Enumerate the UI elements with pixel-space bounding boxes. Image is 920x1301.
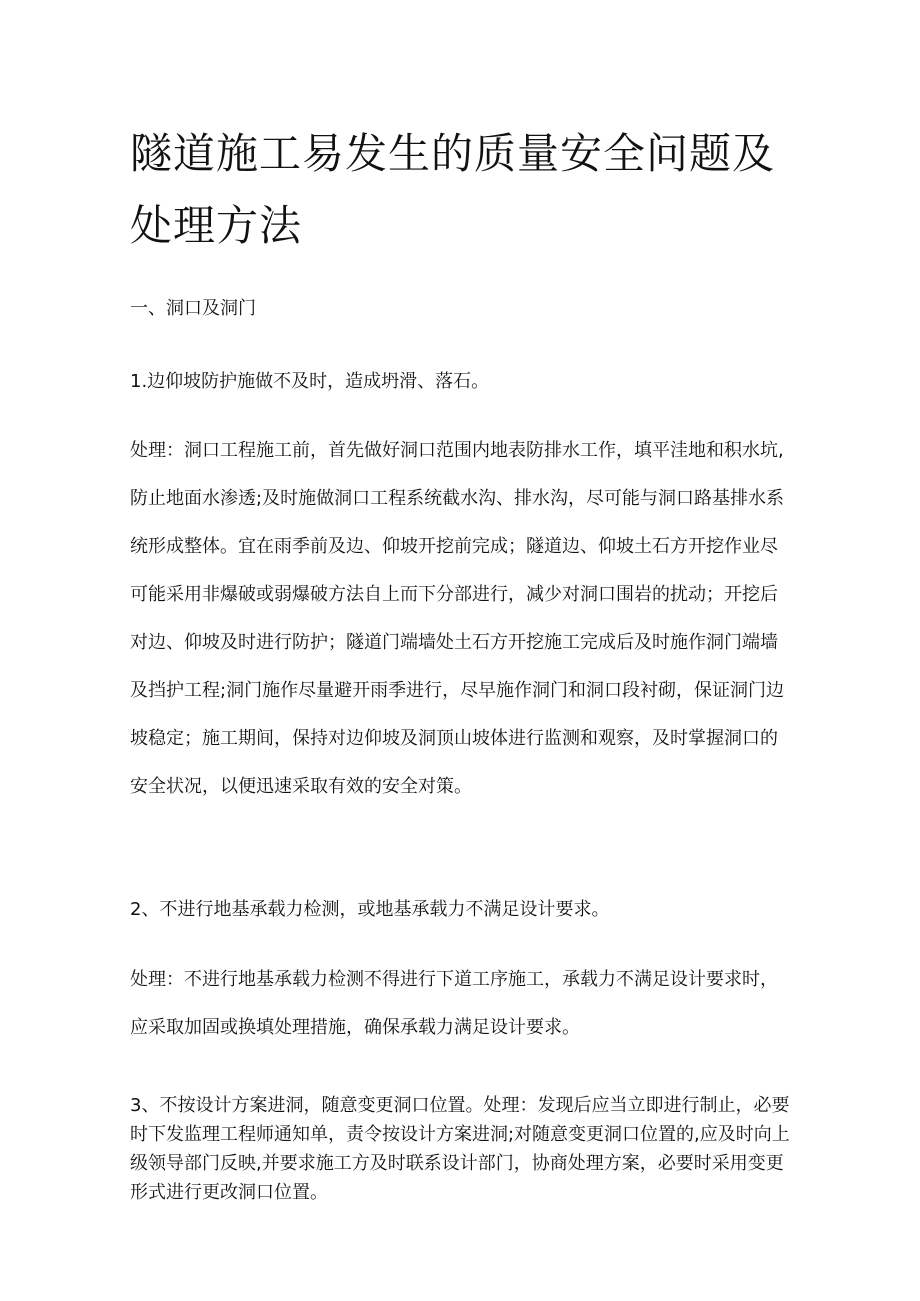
section-heading — [130, 297, 790, 321]
item-2-treatment-text: 处理：不进行地基承载力检测不得进行下道工序施工，承载力不满足设计要求时，应采取加固或换填处理措施，确保承载力满足设计要求。 — [130, 969, 778, 1038]
item-1-heading — [130, 370, 790, 394]
section-heading-text: 一、洞口及洞门 — [130, 298, 256, 319]
item-3-paragraph — [130, 1091, 790, 1207]
item-2-treatment — [130, 956, 790, 1052]
item-2-heading-text: 2、不进行地基承载力检测，或地基承载力不满足设计要求。 — [130, 899, 610, 920]
item-1-treatment-text: 处理：洞口工程施工前，首先做好洞口范围内地表防排水工作，填平洼地和积水坑,防止地面水渗透;及时施做洞口工程系统截水沟、排水沟，尽可能与洞口路基排水系统形成整体。宜在雨季前及边、仰坡开挖前完成；隧道边、仰坡土石方开挖作业尽可能采用非爆破或弱爆破方法自上而下分部进行，减少对洞口围岩的扰动；开挖后对边、仰坡及时进行防护；隧道门端墙处土石方开挖施工完成后及时施作洞门端墙及挡护工程;洞门施作尽量避开雨季进行，尽早施作洞门和洞口段衬砌，保证洞门边坡稳定；施工期间，保持对边仰坡及洞顶山坡体进行监测和观察，及时掌握洞口的安全状况，以便迅速采取有效的安全对策。 — [130, 440, 785, 797]
item-1-treatment — [130, 427, 790, 811]
item-1-heading-text: 1.边仰坡防护施做不及时，造成坍滑、落石。 — [130, 371, 490, 392]
item-3-text: 3、不按设计方案进洞，随意变更洞口位置。处理：发现后应当立即进行制止，必要时下发监理工程师通知单，责令按设计方案进洞;对随意变更洞口位置的,应及时向上级领导部门反映,并要求施工方及时联系设计部门，协商处理方案，必要时采用变更形式进行更改洞口位置。 — [130, 1095, 790, 1203]
item-2-heading — [130, 898, 790, 922]
document-title: 隧道施工易发生的质量安全问题及处理方法 — [130, 129, 776, 250]
